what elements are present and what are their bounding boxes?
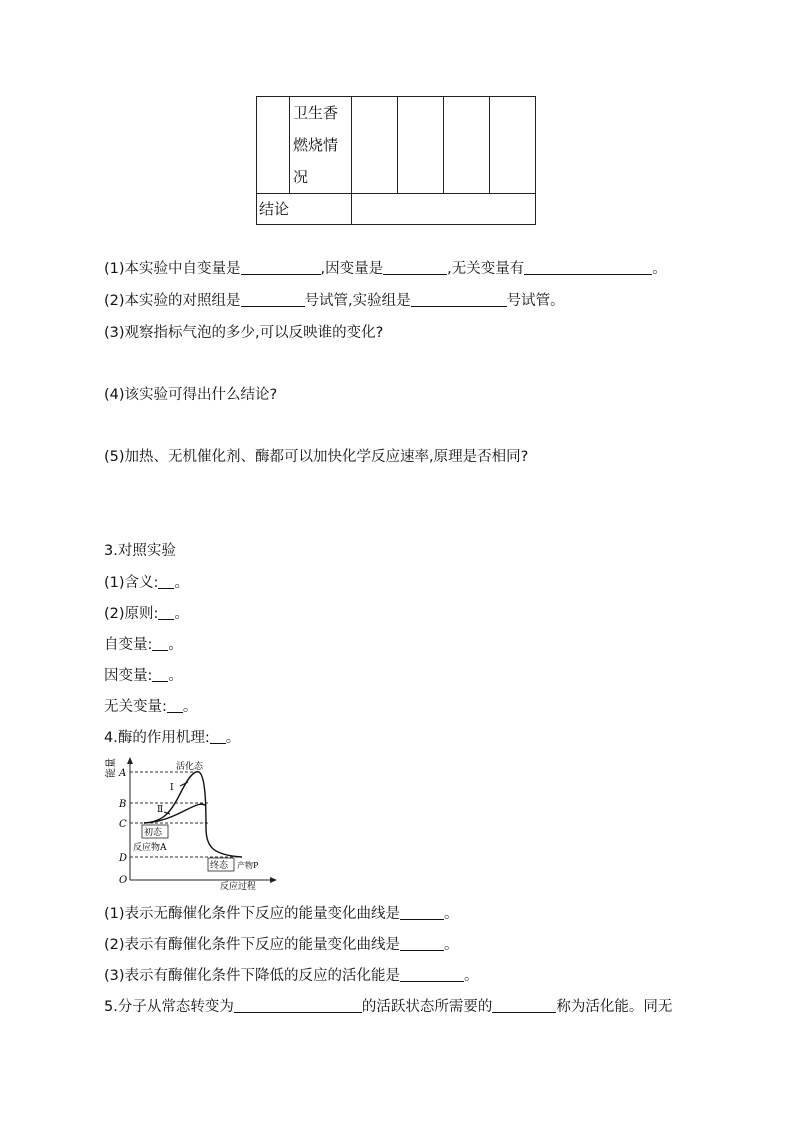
- answer-blank[interactable]: [234, 998, 362, 1013]
- x-axis-arrow: [270, 877, 277, 883]
- section3-item: [104, 666, 183, 686]
- answer-blank[interactable]: [167, 698, 183, 713]
- text: 。: [444, 906, 459, 922]
- y-axis-label: 能量: [106, 758, 117, 778]
- q2-sub3: (3)观察指标气泡的多少,可以反映谁的变化?: [104, 325, 384, 341]
- section3-item: [104, 573, 189, 593]
- answer-blank[interactable]: [400, 905, 444, 920]
- answer-blank[interactable]: [400, 967, 464, 982]
- answer-blank[interactable]: [524, 260, 652, 275]
- text: ,因变量是: [320, 261, 384, 277]
- table-cell-empty: [257, 97, 290, 194]
- text: (3)表示有酶催化条件下降低的反应的活化能是: [104, 968, 401, 984]
- text: 的活跃状态所需要的: [361, 999, 493, 1015]
- origin-label: O: [119, 875, 128, 886]
- text: 。: [464, 968, 479, 984]
- text: 称为活化能。同无: [556, 999, 673, 1015]
- table-cell-empty: [444, 97, 490, 194]
- energy-diagram: [100, 756, 290, 891]
- q2-sub5: (5)加热、无机催化剂、酶都可以加快化学反应速率,原理是否相同?: [104, 449, 529, 465]
- section3-item: [104, 604, 189, 624]
- text: 4.酶的作用机理:: [104, 730, 210, 746]
- level-b-label: B: [119, 799, 127, 810]
- text: 号试管,实验组是: [304, 293, 411, 309]
- answer-blank[interactable]: [411, 292, 507, 307]
- text: 。: [168, 668, 183, 684]
- row-label-line: 燃烧情: [293, 136, 339, 154]
- text: 无关变量:: [104, 699, 167, 715]
- text: 。: [182, 699, 198, 715]
- table-row: [257, 194, 536, 225]
- text: 自变量:: [104, 637, 153, 653]
- table-cell-empty: [352, 97, 398, 194]
- curve-2: [144, 804, 206, 823]
- level-a-label: A: [119, 768, 127, 779]
- q2-sub1: [104, 259, 667, 279]
- text: 。: [225, 730, 241, 746]
- answer-blank[interactable]: [241, 260, 321, 275]
- x-axis-label: 反应过程: [220, 882, 257, 891]
- text: 号试管。: [506, 293, 565, 309]
- section4-question: [104, 904, 459, 924]
- answer-blank[interactable]: [152, 667, 168, 682]
- text: 。: [652, 261, 667, 277]
- y-axis-arrow: [127, 757, 133, 764]
- final-state-label: 终态: [210, 861, 229, 871]
- text: 因变量:: [104, 668, 153, 684]
- section3-item: [104, 635, 183, 655]
- product-label: 产物P: [237, 861, 259, 870]
- text: 5.分子从常态转变为: [104, 999, 234, 1015]
- text: 。: [174, 575, 189, 591]
- curve-2-label: Ⅱ: [157, 805, 164, 815]
- table-cell-empty: [398, 97, 444, 194]
- text: 。: [168, 637, 183, 653]
- answer-blank[interactable]: [210, 729, 226, 744]
- text: 。: [174, 606, 189, 622]
- answer-blank[interactable]: [158, 605, 174, 620]
- answer-blank[interactable]: [400, 936, 444, 951]
- text: (1)本实验中自变量是: [104, 261, 241, 277]
- table-row: [257, 97, 536, 194]
- section4-question: [104, 966, 479, 986]
- row-label-line: 况: [293, 168, 309, 186]
- answer-blank[interactable]: [383, 260, 447, 275]
- text: (1)表示无酶催化条件下反应的能量变化曲线是: [104, 906, 401, 922]
- section3-item: [104, 697, 197, 717]
- reactant-label: 反应物A: [133, 843, 167, 853]
- table-cell-empty: [490, 97, 536, 194]
- row-label-line: 卫生香: [293, 104, 339, 122]
- answer-blank[interactable]: [152, 636, 168, 651]
- section5-text: [104, 997, 672, 1017]
- text: ,无关变量有: [447, 261, 525, 277]
- curve-1-label: Ⅰ: [170, 783, 174, 793]
- section4-question: [104, 935, 459, 955]
- results-table: [256, 96, 536, 225]
- text: (2)原则:: [104, 606, 159, 622]
- q2-sub4: (4)该实验可得出什么结论?: [104, 387, 278, 403]
- activated-state-label: 活化态: [176, 762, 204, 772]
- section4-title: [104, 728, 240, 748]
- answer-blank[interactable]: [241, 292, 305, 307]
- table-row-label: [290, 97, 352, 194]
- q2-sub2: [104, 291, 565, 311]
- level-d-label: D: [119, 853, 128, 864]
- level-c-label: C: [119, 819, 127, 830]
- text: 。: [444, 937, 459, 953]
- text: (2)本实验的对照组是: [104, 293, 241, 309]
- conclusion-cell: [352, 194, 536, 225]
- text: (1)含义:: [104, 575, 159, 591]
- initial-state-label: 初态: [144, 828, 163, 838]
- section3-title: 3.对照实验: [104, 543, 176, 559]
- answer-blank[interactable]: [158, 574, 174, 589]
- answer-blank[interactable]: [492, 998, 556, 1013]
- conclusion-label: 结论: [257, 194, 352, 225]
- text: (2)表示有酶催化条件下反应的能量变化曲线是: [104, 937, 401, 953]
